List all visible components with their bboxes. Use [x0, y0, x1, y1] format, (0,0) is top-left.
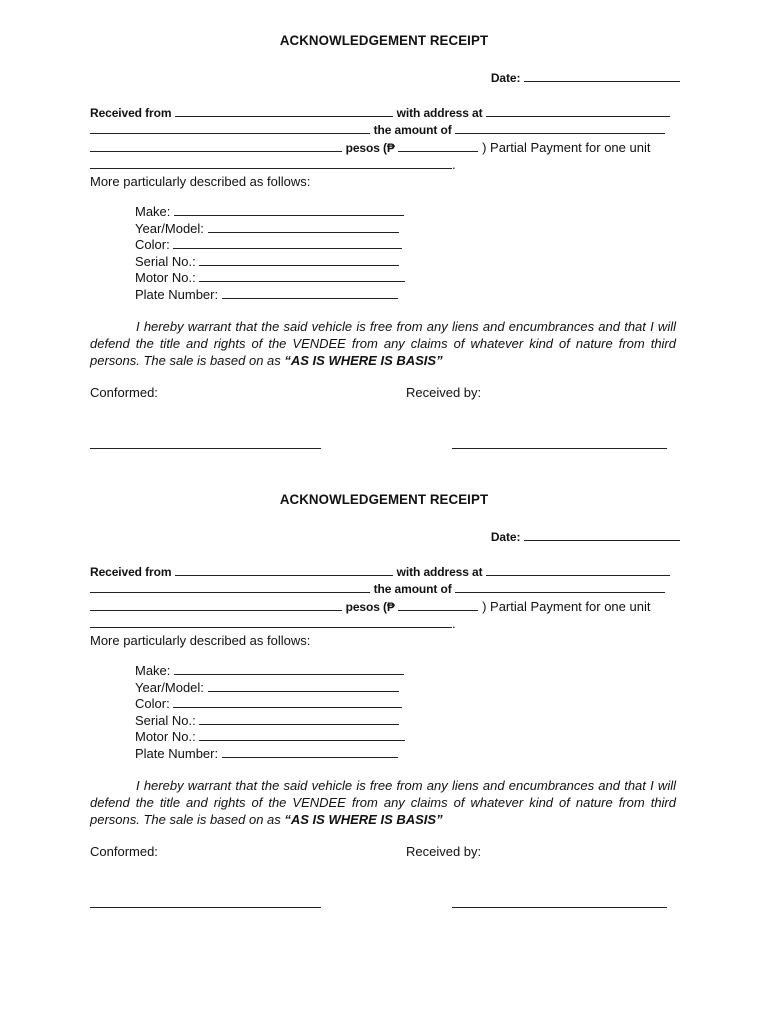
color-row: [135, 237, 725, 253]
received-from-label: Received from: [90, 565, 172, 579]
receipt-title: ACKNOWLEDGEMENT RECEIPT: [279, 491, 489, 507]
address-blank[interactable]: [486, 574, 670, 576]
motor-blank[interactable]: [199, 280, 405, 282]
amount-figure-blank[interactable]: [398, 150, 478, 152]
motor-label: Motor No.:: [135, 729, 196, 744]
unit-row: [90, 157, 680, 173]
color-blank[interactable]: [173, 247, 402, 249]
basis-text: “AS IS WHERE IS BASIS”: [284, 353, 443, 368]
received-from-row: [90, 105, 680, 121]
period: .: [452, 616, 456, 631]
conformed-label: Conformed:: [90, 844, 158, 859]
date-blank[interactable]: [524, 539, 680, 541]
motor-blank[interactable]: [199, 739, 405, 741]
address-continued-blank[interactable]: [90, 132, 370, 134]
address-continued-blank[interactable]: [90, 591, 370, 593]
plate-blank[interactable]: [222, 297, 398, 299]
color-blank[interactable]: [173, 706, 402, 708]
make-label: Make:: [135, 663, 171, 678]
unit-row: [90, 616, 680, 632]
pesos-label: pesos (₱: [345, 141, 395, 155]
serial-label: Serial No.:: [135, 254, 196, 269]
make-blank[interactable]: [174, 673, 404, 675]
received-by-label: Received by:: [406, 385, 482, 400]
warranty-text: I hereby warrant that the said vehicle is free from any liens and encumbrances and that I will defend the title and rights of the VENDEE from any claims of whatever kind of nature from third persons. The sale is based on as: [90, 319, 676, 368]
plate-blank[interactable]: [222, 756, 398, 758]
date-row: [90, 70, 680, 86]
warranty-paragraph: [90, 777, 676, 828]
address-blank[interactable]: [486, 115, 670, 117]
amount-words-blank[interactable]: [455, 591, 665, 593]
serial-blank[interactable]: [199, 264, 399, 266]
plate-row: [135, 287, 725, 303]
amount-words-blank[interactable]: [455, 132, 665, 134]
color-label: Color:: [135, 696, 170, 711]
received-by-signature-line[interactable]: [452, 907, 667, 908]
partial-payment-text: ) Partial Payment for one unit: [482, 140, 651, 155]
motor-row: [135, 729, 725, 745]
unit-description-blank[interactable]: [90, 167, 452, 169]
serial-label: Serial No.:: [135, 713, 196, 728]
serial-row: [135, 254, 725, 270]
received-from-blank[interactable]: [175, 574, 393, 576]
receipt-title: ACKNOWLEDGEMENT RECEIPT: [279, 32, 489, 48]
serial-row: [135, 713, 725, 729]
received-by-signature-line[interactable]: [452, 448, 667, 449]
plate-row: [135, 746, 725, 762]
pesos-label: pesos (₱: [345, 600, 395, 614]
date-row: [90, 529, 680, 545]
pesos-row: [90, 140, 680, 156]
with-address-label: with address at: [396, 106, 483, 120]
date-label: Date:: [490, 530, 521, 544]
date-blank[interactable]: [524, 80, 680, 82]
conformed-label: Conformed:: [90, 385, 158, 400]
received-from-row: [90, 564, 680, 580]
received-from-label: Received from: [90, 106, 172, 120]
make-row: [135, 663, 725, 679]
description-intro: More particularly described as follows:: [90, 174, 311, 189]
amount-row: [90, 581, 680, 597]
unit-description-blank[interactable]: [90, 626, 452, 628]
year-model-label: Year/Model:: [135, 221, 204, 236]
color-row: [135, 696, 725, 712]
warranty-text: I hereby warrant that the said vehicle is free from any liens and encumbrances and that I will defend the title and rights of the VENDEE from any claims of whatever kind of nature from third persons. The sale is based on as: [90, 778, 676, 827]
period: .: [452, 157, 456, 172]
received-from-blank[interactable]: [175, 115, 393, 117]
with-address-label: with address at: [396, 565, 483, 579]
plate-label: Plate Number:: [135, 287, 219, 302]
amount-label: the amount of: [373, 123, 452, 137]
year-model-blank[interactable]: [208, 231, 399, 233]
receipt-2: [0, 459, 768, 918]
received-by-label: Received by:: [406, 844, 482, 859]
basis-text: “AS IS WHERE IS BASIS”: [284, 812, 443, 827]
year-model-row: [135, 680, 725, 696]
amount-row: [90, 122, 680, 138]
year-model-blank[interactable]: [208, 690, 399, 692]
conformed-signature-line[interactable]: [90, 907, 321, 908]
motor-row: [135, 270, 725, 286]
plate-label: Plate Number:: [135, 746, 219, 761]
make-blank[interactable]: [174, 214, 404, 216]
amount-figure-blank[interactable]: [398, 609, 478, 611]
color-label: Color:: [135, 237, 170, 252]
pesos-row: [90, 599, 680, 615]
year-model-row: [135, 221, 725, 237]
partial-payment-text: ) Partial Payment for one unit: [482, 599, 651, 614]
amount-label: the amount of: [373, 582, 452, 596]
conformed-signature-line[interactable]: [90, 448, 321, 449]
year-model-label: Year/Model:: [135, 680, 204, 695]
make-label: Make:: [135, 204, 171, 219]
warranty-paragraph: [90, 318, 676, 369]
motor-label: Motor No.:: [135, 270, 196, 285]
make-row: [135, 204, 725, 220]
date-label: Date:: [490, 71, 521, 85]
serial-blank[interactable]: [199, 723, 399, 725]
description-intro: More particularly described as follows:: [90, 633, 311, 648]
amount-words-continued-blank[interactable]: [90, 150, 342, 152]
receipt-1: [0, 0, 768, 459]
amount-words-continued-blank[interactable]: [90, 609, 342, 611]
